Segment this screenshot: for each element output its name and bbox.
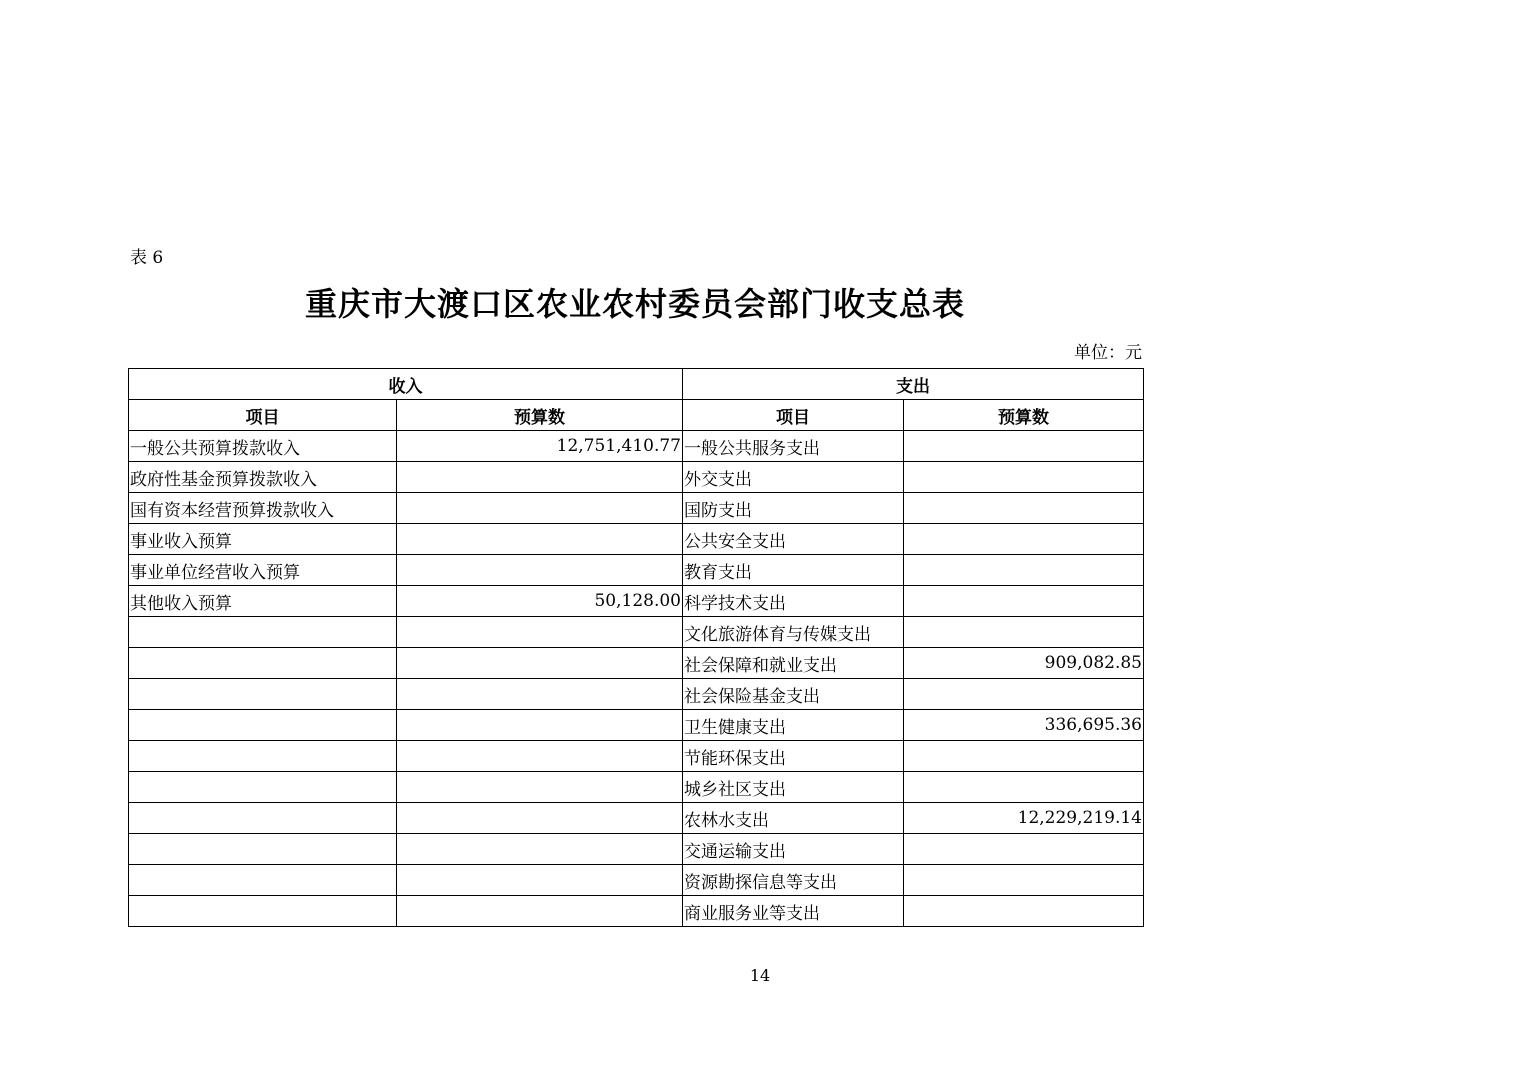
expense-amount-cell (904, 896, 1144, 927)
table-label: 表 6 (130, 248, 164, 268)
table-row (129, 679, 1144, 710)
income-amount-cell: 50,128.00 (397, 586, 683, 617)
income-amount-cell (397, 555, 683, 586)
expense-item-cell: 卫生健康支出 (683, 710, 904, 741)
expense-amount-cell (904, 617, 1144, 648)
unit-label: 单位：元 (1074, 343, 1142, 363)
expense-item-cell: 国防支出 (683, 493, 904, 524)
expense-item-cell: 教育支出 (683, 555, 904, 586)
income-amount-cell (397, 834, 683, 865)
income-amount-cell (397, 772, 683, 803)
income-item-cell (129, 772, 397, 803)
income-expenditure-table (128, 368, 1144, 927)
income-item-header: 项目 (129, 400, 397, 431)
table-row (129, 462, 1144, 493)
expense-item-cell: 一般公共服务支出 (683, 431, 904, 462)
table-row (129, 710, 1144, 741)
income-amount-cell (397, 741, 683, 772)
column-header-row (129, 400, 1144, 431)
income-item-cell (129, 896, 397, 927)
expense-item-cell: 商业服务业等支出 (683, 896, 904, 927)
expense-amount-cell (904, 679, 1144, 710)
expense-amount-cell (904, 493, 1144, 524)
expense-amount-cell (904, 462, 1144, 493)
expense-amount-cell (904, 741, 1144, 772)
income-item-cell: 事业收入预算 (129, 524, 397, 555)
table-row (129, 524, 1144, 555)
income-amount-cell (397, 896, 683, 927)
expense-amount-cell: 12,229,219.14 (904, 803, 1144, 834)
income-item-cell (129, 679, 397, 710)
income-item-cell: 其他收入预算 (129, 586, 397, 617)
income-item-cell: 一般公共预算拨款收入 (129, 431, 397, 462)
income-amount-cell (397, 648, 683, 679)
expense-item-cell: 科学技术支出 (683, 586, 904, 617)
expense-item-cell: 社会保险基金支出 (683, 679, 904, 710)
expense-amount-cell: 909,082.85 (904, 648, 1144, 679)
income-item-cell: 国有资本经营预算拨款收入 (129, 493, 397, 524)
income-item-cell: 事业单位经营收入预算 (129, 555, 397, 586)
income-amount-cell (397, 803, 683, 834)
expense-amount-cell (904, 431, 1144, 462)
expense-item-cell: 城乡社区支出 (683, 772, 904, 803)
income-item-cell (129, 803, 397, 834)
income-item-cell (129, 834, 397, 865)
income-item-cell (129, 710, 397, 741)
income-amount-cell: 12,751,410.77 (397, 431, 683, 462)
table-row (129, 896, 1144, 927)
income-item-cell (129, 648, 397, 679)
table-row (129, 586, 1144, 617)
table-row (129, 431, 1144, 462)
expense-budget-header: 预算数 (904, 400, 1144, 431)
income-amount-cell (397, 493, 683, 524)
expense-amount-cell (904, 555, 1144, 586)
income-section-header: 收入 (129, 369, 683, 400)
table-row (129, 493, 1144, 524)
section-header-row (129, 369, 1144, 400)
expense-amount-cell (904, 772, 1144, 803)
expense-item-cell: 公共安全支出 (683, 524, 904, 555)
income-item-cell (129, 865, 397, 896)
table-row (129, 803, 1144, 834)
table-row (129, 741, 1144, 772)
income-amount-cell (397, 710, 683, 741)
expense-item-cell: 交通运输支出 (683, 834, 904, 865)
expense-item-cell: 节能环保支出 (683, 741, 904, 772)
expense-item-cell: 农林水支出 (683, 803, 904, 834)
income-budget-header: 预算数 (397, 400, 683, 431)
income-item-cell: 政府性基金预算拨款收入 (129, 462, 397, 493)
expense-amount-cell (904, 834, 1144, 865)
expense-item-cell: 社会保障和就业支出 (683, 648, 904, 679)
table-row (129, 834, 1144, 865)
expenditure-section-header: 支出 (683, 369, 1144, 400)
table-row (129, 865, 1144, 896)
expense-amount-cell (904, 865, 1144, 896)
income-amount-cell (397, 865, 683, 896)
income-item-cell (129, 741, 397, 772)
expense-item-cell: 外交支出 (683, 462, 904, 493)
table-row (129, 772, 1144, 803)
page-number: 14 (749, 966, 771, 985)
income-amount-cell (397, 617, 683, 648)
expense-amount-cell: 336,695.36 (904, 710, 1144, 741)
expense-amount-cell (904, 586, 1144, 617)
income-amount-cell (397, 524, 683, 555)
income-amount-cell (397, 679, 683, 710)
table-row (129, 617, 1144, 648)
income-item-cell (129, 617, 397, 648)
expense-item-header: 项目 (683, 400, 904, 431)
page-title: 重庆市大渡口区农业农村委员会部门收支总表 (304, 285, 965, 323)
expense-item-cell: 资源勘探信息等支出 (683, 865, 904, 896)
table-body (129, 431, 1144, 927)
expense-amount-cell (904, 524, 1144, 555)
table-row (129, 648, 1144, 679)
expense-item-cell: 文化旅游体育与传媒支出 (683, 617, 904, 648)
income-amount-cell (397, 462, 683, 493)
table-row (129, 555, 1144, 586)
